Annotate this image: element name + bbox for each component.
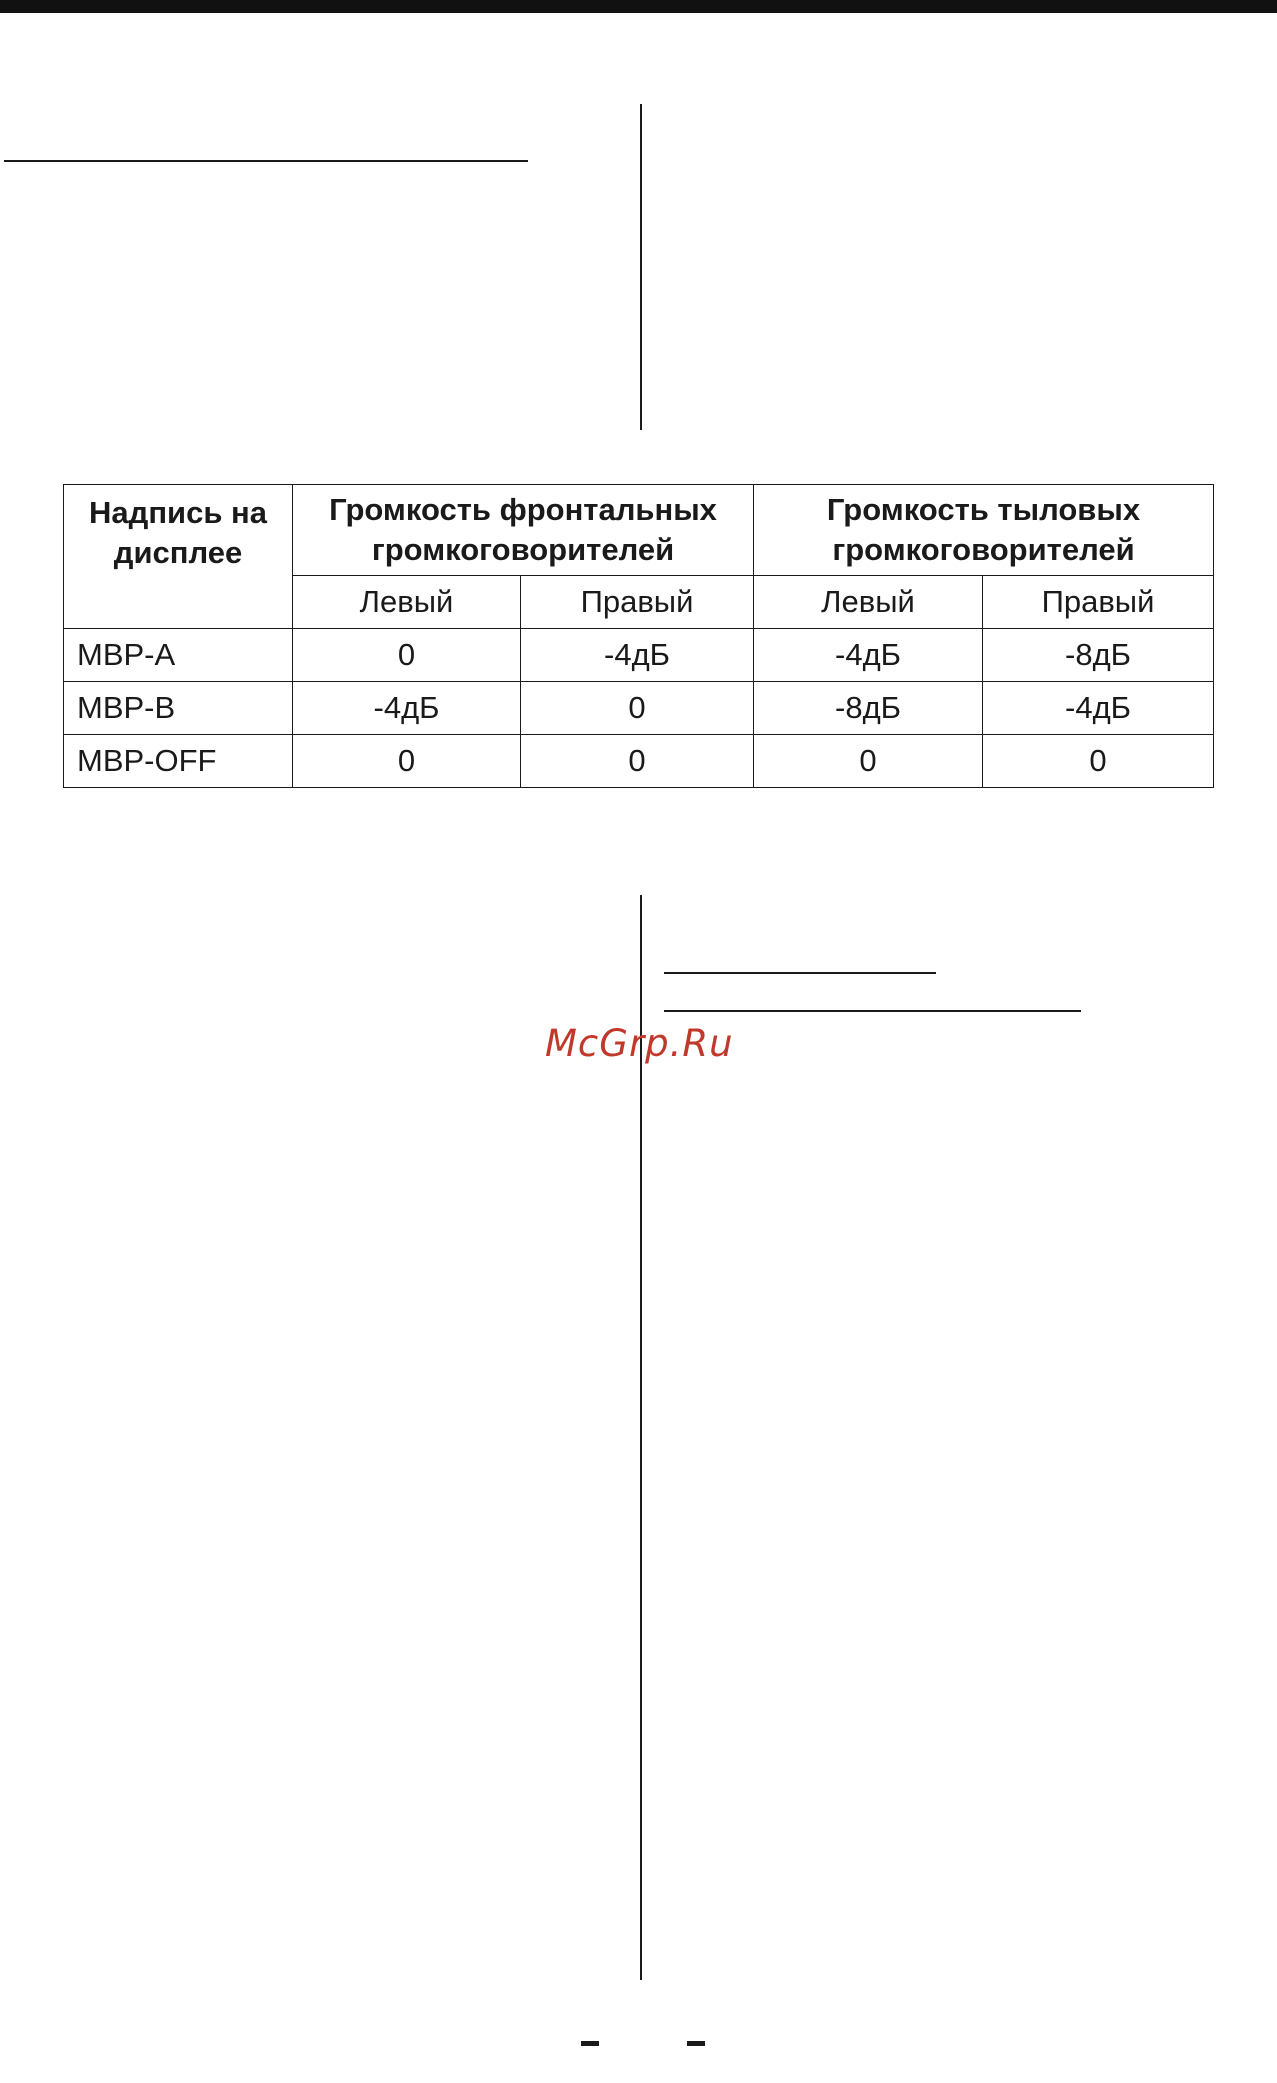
cell-rear-left: -8дБ xyxy=(754,682,983,735)
subheader-front-left: Левый xyxy=(293,576,521,629)
top-black-bar xyxy=(0,0,1277,13)
cell-rear-left: -4дБ xyxy=(754,629,983,682)
footer-dash-right xyxy=(687,2041,705,2046)
subheader-rear-right: Правый xyxy=(983,576,1214,629)
cell-front-right: 0 xyxy=(521,682,754,735)
speaker-volume-table-wrap xyxy=(63,484,1213,788)
watermark-text: McGrp.Ru xyxy=(545,1022,734,1065)
column-divider-upper xyxy=(640,104,642,430)
cell-front-left: -4дБ xyxy=(293,682,521,735)
table-row xyxy=(64,735,1214,788)
header-rear-volume: Громкость тыловых громкоговорителей xyxy=(754,485,1214,576)
cell-rear-right: -8дБ xyxy=(983,629,1214,682)
left-heading-rule xyxy=(4,160,528,162)
header-front-volume: Громкость фронтальных громкоговорителей xyxy=(293,485,754,576)
cell-front-left: 0 xyxy=(293,735,521,788)
footer-dash-left xyxy=(581,2041,599,2046)
right-heading-rule-long xyxy=(664,1010,1081,1012)
cell-rear-right: -4дБ xyxy=(983,682,1214,735)
header-display-label: Надпись на дисплее xyxy=(64,485,293,629)
table-row xyxy=(64,682,1214,735)
cell-rear-right: 0 xyxy=(983,735,1214,788)
cell-front-right: -4дБ xyxy=(521,629,754,682)
cell-front-left: 0 xyxy=(293,629,521,682)
cell-front-right: 0 xyxy=(521,735,754,788)
table-row xyxy=(64,629,1214,682)
table-header-row xyxy=(64,485,1214,576)
right-heading-rule-short xyxy=(664,972,936,974)
cell-rear-left: 0 xyxy=(754,735,983,788)
row-label: МВР-А xyxy=(64,629,293,682)
row-label: МВР-OFF xyxy=(64,735,293,788)
row-label: МВР-В xyxy=(64,682,293,735)
speaker-volume-table xyxy=(63,484,1214,788)
subheader-rear-left: Левый xyxy=(754,576,983,629)
subheader-front-right: Правый xyxy=(521,576,754,629)
